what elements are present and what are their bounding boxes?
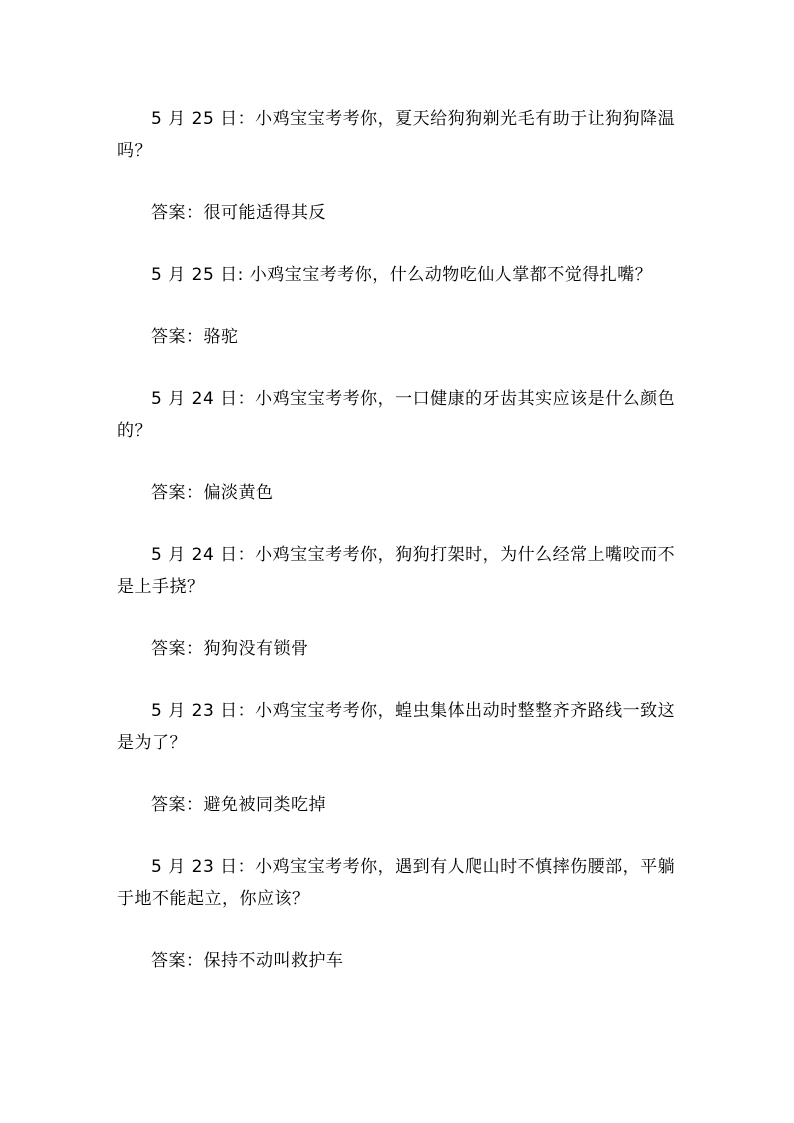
answer-1: 答案：很可能适得其反 — [151, 203, 326, 223]
answer-4: 答案：狗狗没有锁骨 — [151, 639, 309, 659]
answer-6: 答案：保持不动叫救护车 — [151, 951, 344, 971]
question-5: 5 月 23 日：小鸡宝宝考考你，蝗虫集体出动时整整齐齐路线一致这是为了？ — [117, 701, 676, 753]
answer-3: 答案：偏淡黄色 — [151, 483, 274, 503]
question-3: 5 月 24 日：小鸡宝宝考考你，一口健康的牙齿其实应该是什么颜色的？ — [117, 389, 676, 441]
question-4: 5 月 24 日：小鸡宝宝考考你，狗狗打架时，为什么经常上嘴咬而不是上手挠？ — [117, 545, 676, 597]
document-page — [117, 103, 677, 1007]
question-1: 5 月 25 日：小鸡宝宝考考你，夏天给狗狗剃光毛有助于让狗狗降温吗？ — [117, 109, 676, 161]
answer-5: 答案：避免被同类吃掉 — [151, 795, 326, 815]
question-6: 5 月 23 日：小鸡宝宝考考你，遇到有人爬山时不慎摔伤腰部，平躺于地不能起立，你应该？ — [117, 857, 676, 909]
question-2: 5 月 25 日: 小鸡宝宝考考你，什么动物吃仙人掌都不觉得扎嘴？ — [151, 265, 653, 285]
answer-2: 答案：骆驼 — [151, 327, 239, 347]
